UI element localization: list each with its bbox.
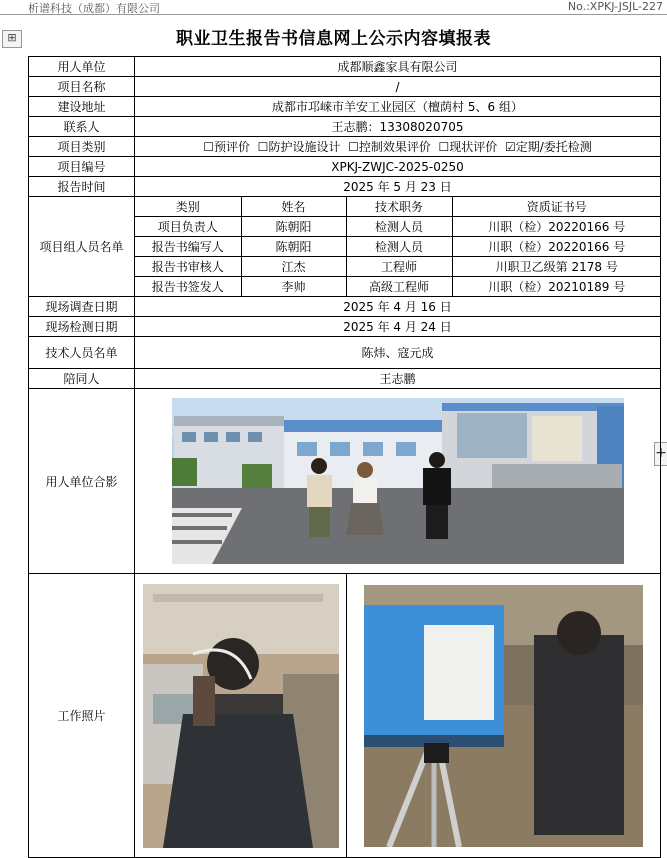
group-photo-cell	[135, 389, 661, 574]
team-name[interactable]: 江杰	[241, 257, 346, 277]
address-value[interactable]: 成都市邛崃市羊安工业园区（檀荫村 5、6 组）	[135, 97, 661, 117]
team-cert[interactable]: 川职（检）20210189 号	[452, 277, 661, 297]
team-role[interactable]: 报告书审核人	[135, 257, 241, 277]
page-title: 职业卫生报告书信息网上公示内容填报表	[176, 29, 491, 49]
team-header-name: 姓名	[241, 197, 346, 217]
table-row	[135, 217, 661, 237]
companion-value[interactable]: 王志鹏	[135, 369, 661, 389]
report-time-value[interactable]: 2025 年 5 月 23 日	[135, 177, 661, 197]
work-photo-left-cell	[135, 574, 347, 857]
table-row	[135, 237, 661, 257]
detect-date-label: 现场检测日期	[29, 317, 135, 337]
team-header-category: 类别	[135, 197, 241, 217]
report-time-label: 报告时间	[29, 177, 135, 197]
team-name[interactable]: 陈朝阳	[241, 237, 346, 257]
team-role[interactable]: 项目负责人	[135, 217, 241, 237]
tech-staff-value[interactable]: 陈炜、寇元成	[135, 337, 661, 369]
team-cert[interactable]: 川职卫乙级第 2178 号	[452, 257, 661, 277]
header-doc-no: No.:XPKJ-JSJL-227	[567, 0, 663, 13]
employer-label: 用人单位	[29, 57, 135, 77]
employer-value[interactable]: 成都顺鑫家具有限公司	[135, 57, 661, 77]
add-column-icon[interactable]: +	[654, 442, 667, 466]
checkbox-pre-eval[interactable]: ☐	[203, 140, 215, 154]
team-table	[135, 197, 661, 296]
team-role[interactable]: 报告书签发人	[135, 277, 241, 297]
table-row	[135, 277, 661, 297]
work-photo-2[interactable]	[364, 585, 643, 847]
contact-label: 联系人	[29, 117, 135, 137]
address-label: 建设地址	[29, 97, 135, 117]
project-no-label: 项目编号	[29, 157, 135, 177]
project-name-label: 项目名称	[29, 77, 135, 97]
table-row	[135, 257, 661, 277]
tech-staff-label: 技术人员名单	[29, 337, 135, 369]
work-photo-label: 工作照片	[29, 574, 135, 858]
option-protection-design: 防护设施设计	[268, 140, 341, 154]
header-company: 析谱科技（成都）有限公司	[28, 2, 160, 15]
form-table	[28, 56, 661, 858]
project-name-value[interactable]: /	[135, 77, 661, 97]
category-label: 项目类别	[29, 137, 135, 157]
team-title[interactable]: 高级工程师	[346, 277, 452, 297]
team-header-cert: 资质证书号	[452, 197, 661, 217]
option-status-eval: 现状评价	[449, 140, 498, 154]
work-photo-1[interactable]	[143, 584, 339, 848]
work-photo-right-cell	[347, 574, 660, 857]
team-title[interactable]: 工程师	[346, 257, 452, 277]
team-title[interactable]: 检测人员	[346, 217, 452, 237]
survey-date-value[interactable]: 2025 年 4 月 16 日	[135, 297, 661, 317]
team-label: 项目组人员名单	[29, 197, 135, 297]
group-photo-label: 用人单位合影	[29, 389, 135, 574]
team-name[interactable]: 李帅	[241, 277, 346, 297]
option-control-eval: 控制效果评价	[358, 140, 431, 154]
option-periodic-detect: 定期/委托检测	[515, 140, 592, 154]
contact-value[interactable]: 王志鹏：13308020705	[135, 117, 661, 137]
team-header-title: 技术职务	[346, 197, 452, 217]
team-title[interactable]: 检测人员	[346, 237, 452, 257]
checkbox-protection-design[interactable]: ☐	[257, 140, 269, 154]
checkbox-status-eval[interactable]: ☐	[438, 140, 450, 154]
header-rule	[0, 14, 667, 15]
project-no-value[interactable]: XPKJ-ZWJC-2025-0250	[135, 157, 661, 177]
work-photo-cell	[135, 574, 661, 858]
checkbox-control-eval[interactable]: ☐	[348, 140, 359, 154]
team-cell	[135, 197, 661, 297]
detect-date-value[interactable]: 2025 年 4 月 24 日	[135, 317, 661, 337]
survey-date-label: 现场调查日期	[29, 297, 135, 317]
team-role[interactable]: 报告书编写人	[135, 237, 241, 257]
option-pre-eval: 预评价	[214, 140, 251, 154]
checkbox-periodic-detect[interactable]: ☑	[504, 140, 516, 154]
work-photo-split	[135, 574, 660, 857]
group-photo[interactable]	[172, 398, 624, 564]
table-move-handle-icon[interactable]: ⊞	[2, 30, 22, 48]
team-name[interactable]: 陈朝阳	[241, 217, 346, 237]
companion-label: 陪同人	[29, 369, 135, 389]
category-options	[135, 137, 661, 157]
team-cert[interactable]: 川职（检）20220166 号	[452, 217, 661, 237]
team-cert[interactable]: 川职（检）20220166 号	[452, 237, 661, 257]
